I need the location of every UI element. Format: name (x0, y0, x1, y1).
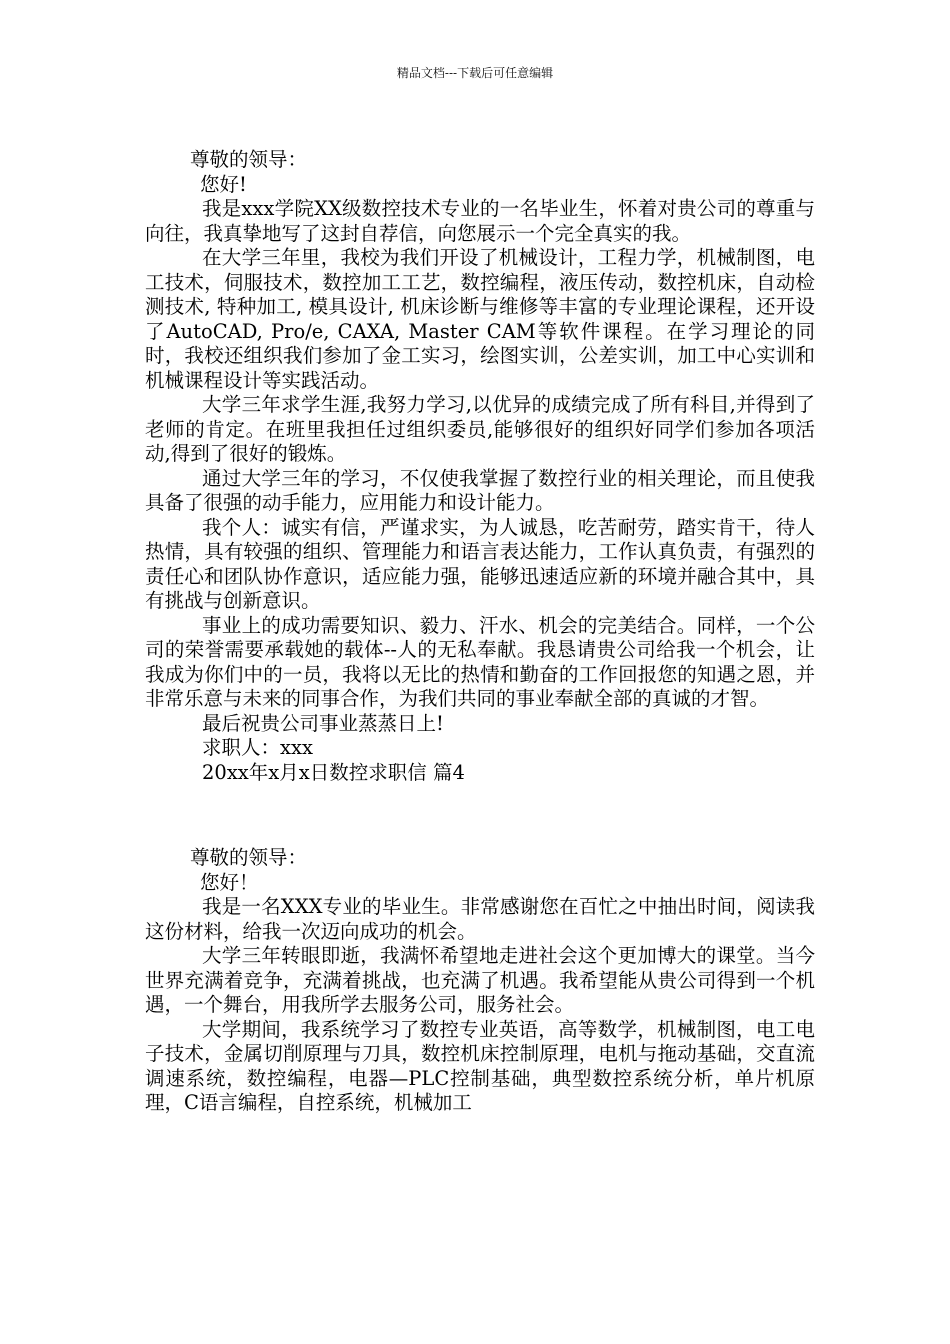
letter-greeting: 尊敬的领导： (190, 148, 308, 171)
letter-paragraph: 大学期间，我系统学习了数控专业英语，高等数学，机械制图，电工电子技术，金属切削原理与刀具，数控机床控制原理，电机与拖动基础，交直流调速系统，数控编程，电器—PLC控制基础，典型数控系统分析，单片机原理，C语言编程，自控系统，机械加工 (145, 1017, 815, 1114)
letter-date-line: 20xx年x月x日数控求职信 篇4 (202, 760, 465, 784)
letter-paragraph: 大学三年转眼即逝，我满怀希望地走进社会这个更加博大的课堂。当今世界充满着竞争，充满着挑战，也充满了机遇。我希望能从贵公司得到一个机遇，一个舞台，用我所学去服务公司，服务社会。 (145, 944, 815, 1016)
cover-letter-1 (145, 148, 815, 785)
letter-signature: 求职人：xxx (202, 736, 313, 759)
letter-salutation: 您好！ (200, 870, 259, 894)
page-header: 精品文档---下载后可任意编辑 (396, 66, 554, 80)
letter-paragraph: 在大学三年里，我校为我们开设了机械设计，工程力学，机械制图，电工技术，伺服技术，数控加工工艺，数控编程，液压传动，数控机床，自动检测技术, 特种加工, 模具设计, 机床诊断与维修等丰富的专业理论课程，还开设了AutoCAD, Pro/e, CAXA, Master CAM等软件课程。在学习理论的同时，我校还组织我们参加了金工实习，绘图实训，公差实训，加工中心实训和机械课程设计等实践活动。 (145, 246, 815, 392)
section-gap (145, 785, 815, 846)
letter-paragraph: 我个人：诚实有信，严谨求实，为人诚恳，吃苦耐劳，踏实肯干，待人热情，具有较强的组织、管理能力和语言表达能力，工作认真负责，有强烈的责任心和团队协作意识，适应能力强，能够迅速适应新的环境并融合其中，具有挑战与创新意识。 (145, 515, 815, 612)
letter-paragraph: 大学三年求学生涯,我努力学习,以优异的成绩完成了所有科目,并得到了老师的肯定。在班里我担任过组织委员,能够很好的组织好同学们参加各项活动,得到了很好的锻炼。 (145, 393, 815, 465)
letter-greeting: 尊敬的领导： (190, 846, 308, 869)
cover-letter-2 (145, 846, 815, 1116)
document-body (145, 148, 815, 1116)
letter-paragraph: 我是xxx学院XX级数控技术专业的一名毕业生，怀着对贵公司的尊重与向往，我真挚地写了这封自荐信，向您展示一个完全真实的我。 (145, 197, 815, 245)
letter-salutation: 您好! (200, 172, 247, 196)
letter-paragraph: 通过大学三年的学习，不仅使我掌握了数控行业的相关理论，而且使我具备了很强的动手能力，应用能力和设计能力。 (145, 466, 815, 514)
letter-paragraph: 事业上的成功需要知识、毅力、汗水、机会的完美结合。同样，一个公司的荣誉需要承载她的载体--人的无私奉献。我恳请贵公司给我一个机会，让我成为你们中的一员，我将以无比的热情和勤奋的工作回报您的知遇之恩，并非常乐意与未来的同事合作，为我们共同的事业奉献全部的真诚的才智。 (145, 613, 815, 710)
letter-wishes: 最后祝贵公司事业蒸蒸日上! (202, 711, 444, 735)
letter-paragraph: 我是一名XXX专业的毕业生。非常感谢您在百忙之中抽出时间，阅读我这份材料，给我一次迈向成功的机会。 (145, 895, 815, 943)
